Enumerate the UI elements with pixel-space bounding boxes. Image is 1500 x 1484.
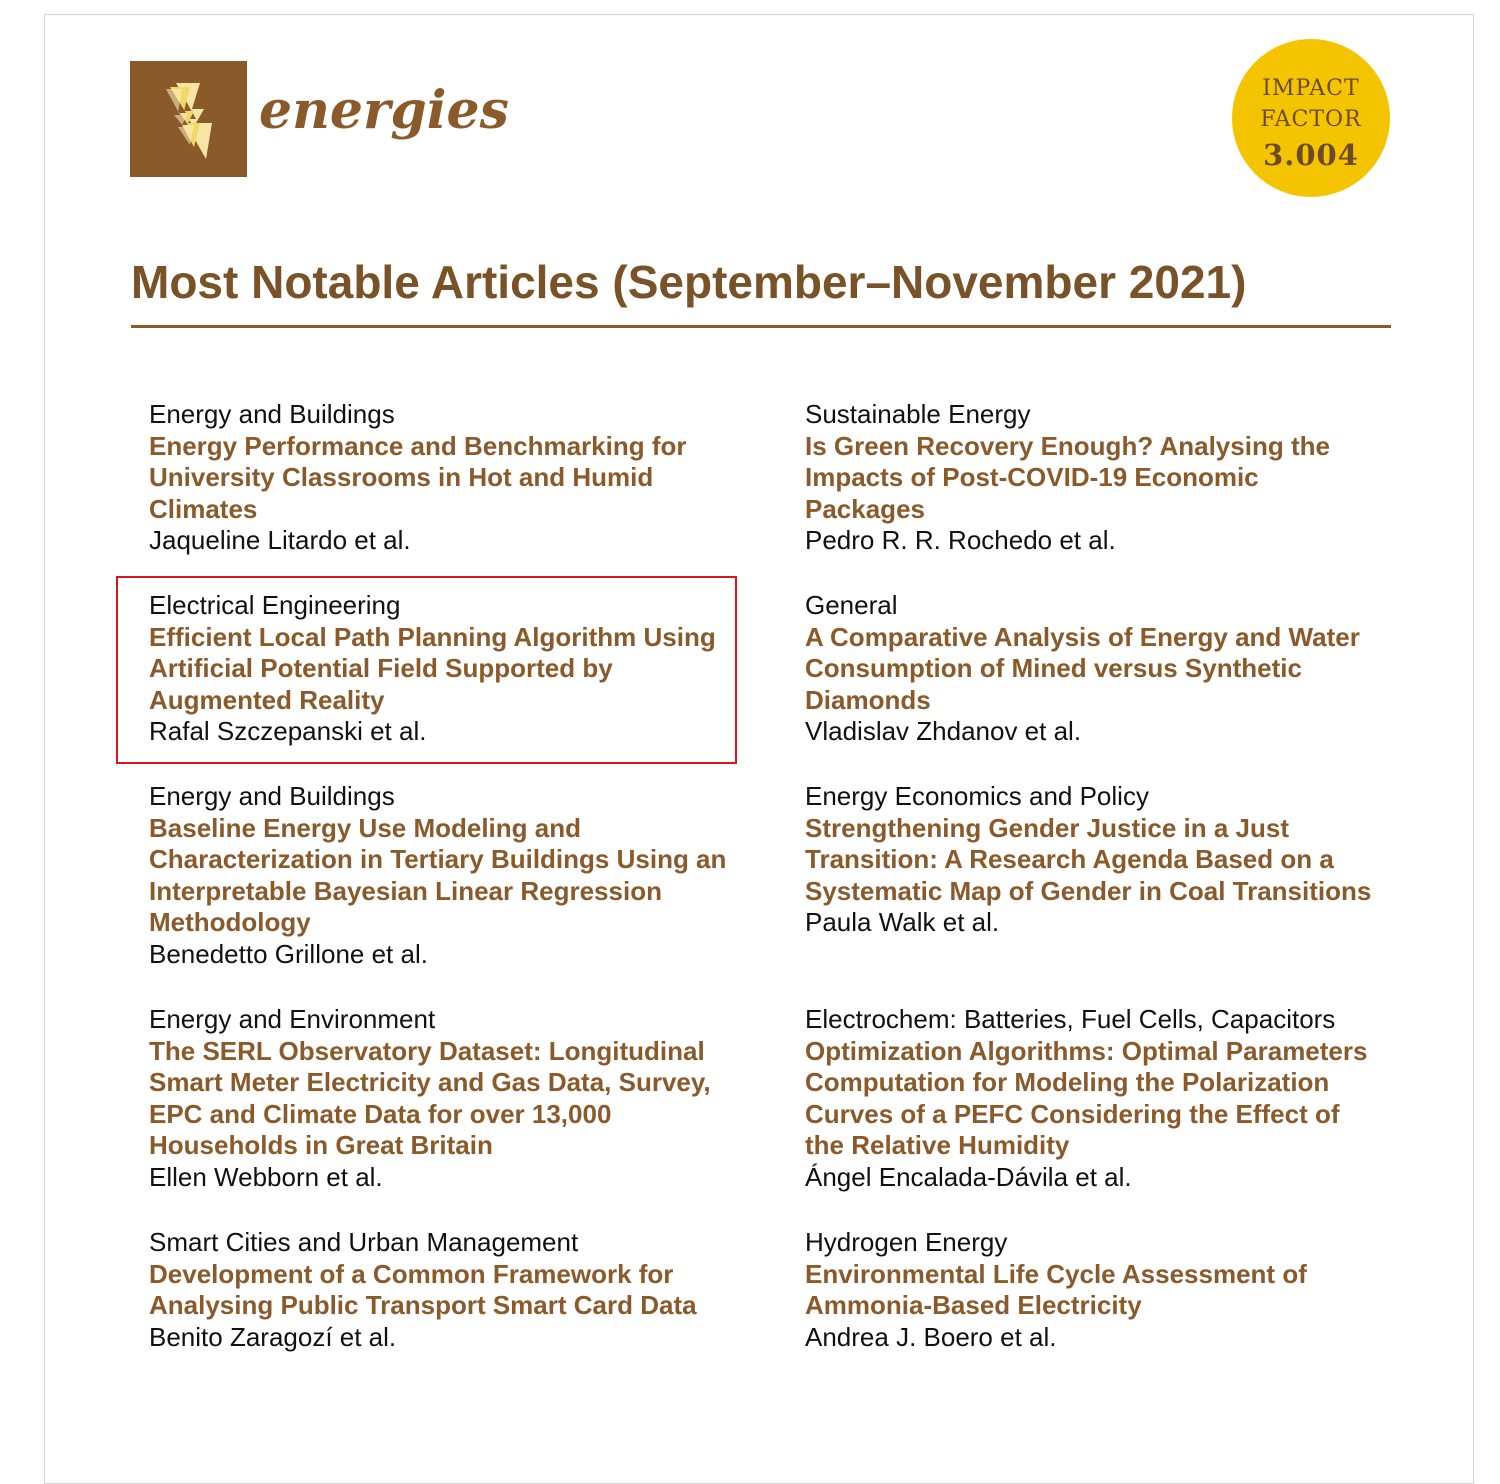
article-authors: Andrea J. Boero et al. xyxy=(805,1321,1057,1352)
impact-factor-badge xyxy=(1232,39,1390,197)
newsletter-page xyxy=(44,14,1474,1484)
article-title-link[interactable]: Environmental Life Cycle Assessment of Ammonia-Based Electricity xyxy=(805,1258,1307,1320)
impact-factor-label: IMPACT xyxy=(1262,76,1360,101)
article-title-link[interactable]: Baseline Energy Use Modeling and Characterization in Tertiary Buildings Using an Interpretable Bayesian Linear Regression Methodology xyxy=(149,812,727,937)
lightning-bolt-icon xyxy=(130,61,247,177)
article-authors: Pedro R. R. Rochedo et al. xyxy=(805,525,1116,555)
article-item xyxy=(149,399,729,557)
article-authors: Benito Zaragozí et al. xyxy=(149,1321,397,1352)
impact-factor-value: 3.004 xyxy=(1263,138,1359,172)
article-item xyxy=(149,781,729,970)
energies-logo xyxy=(130,61,247,177)
article-title-link[interactable]: Efficient Local Path Planning Algorithm Using Artificial Potential Field Supported by Augmented Reality xyxy=(149,621,716,715)
journal-wordmark: energies xyxy=(259,80,509,141)
article-category: Smart Cities and Urban Management xyxy=(149,1227,579,1257)
article-authors: Ángel Encalada-Dávila et al. xyxy=(805,1161,1132,1192)
article-authors: Benedetto Grillone et al. xyxy=(149,938,428,969)
article-category: Sustainable Energy xyxy=(805,399,1031,429)
article-category: Electrochem: Batteries, Fuel Cells, Capacitors xyxy=(805,1004,1336,1034)
article-item xyxy=(805,781,1385,939)
impact-factor-label-2: FACTOR xyxy=(1260,107,1362,132)
article-item xyxy=(805,590,1385,748)
article-authors: Vladislav Zhdanov et al. xyxy=(805,716,1082,746)
article-title-link[interactable]: Is Green Recovery Enough? Analysing the Impacts of Post-COVID-19 Economic Packages xyxy=(805,430,1330,524)
article-item xyxy=(805,399,1385,557)
article-category: Energy Economics and Policy xyxy=(805,781,1149,811)
page-title: Most Notable Articles (September–November 2021) xyxy=(131,256,1247,308)
title-divider xyxy=(131,325,1391,328)
article-item xyxy=(805,1227,1385,1353)
article-title-link[interactable]: The SERL Observatory Dataset: Longitudinal Smart Meter Electricity and Gas Data, Survey, EPC and Climate Data for over 13,000 Households in Great Britain xyxy=(149,1035,711,1160)
article-title-link[interactable]: Energy Performance and Benchmarking for University Classrooms in Hot and Humid Climates xyxy=(149,430,687,524)
article-authors: Ellen Webborn et al. xyxy=(149,1161,383,1192)
article-title-link[interactable]: Strengthening Gender Justice in a Just Transition: A Research Agenda Based on a Systematic Map of Gender in Coal Transitions xyxy=(805,812,1372,906)
article-category: General xyxy=(805,590,898,620)
article-category: Electrical Engineering xyxy=(149,590,401,620)
article-category: Hydrogen Energy xyxy=(805,1227,1008,1257)
article-title-link[interactable]: A Comparative Analysis of Energy and Water Consumption of Mined versus Synthetic Diamonds xyxy=(805,621,1360,715)
article-title-link[interactable]: Optimization Algorithms: Optimal Parameters Computation for Modeling the Polarization Curves of a PEFC Considering the Effect of the Relative Humidity xyxy=(805,1035,1368,1160)
article-authors: Rafal Szczepanski et al. xyxy=(149,716,427,746)
article-item-highlighted xyxy=(149,590,729,748)
article-title-link[interactable]: Development of a Common Framework for Analysing Public Transport Smart Card Data xyxy=(149,1258,697,1320)
article-item xyxy=(149,1004,729,1193)
article-authors: Paula Walk et al. xyxy=(805,907,1000,937)
article-category: Energy and Environment xyxy=(149,1004,436,1034)
article-item xyxy=(805,1004,1385,1193)
article-category: Energy and Buildings xyxy=(149,781,395,811)
article-item xyxy=(149,1227,729,1353)
article-authors: Jaqueline Litardo et al. xyxy=(149,525,411,555)
article-category: Energy and Buildings xyxy=(149,399,395,429)
